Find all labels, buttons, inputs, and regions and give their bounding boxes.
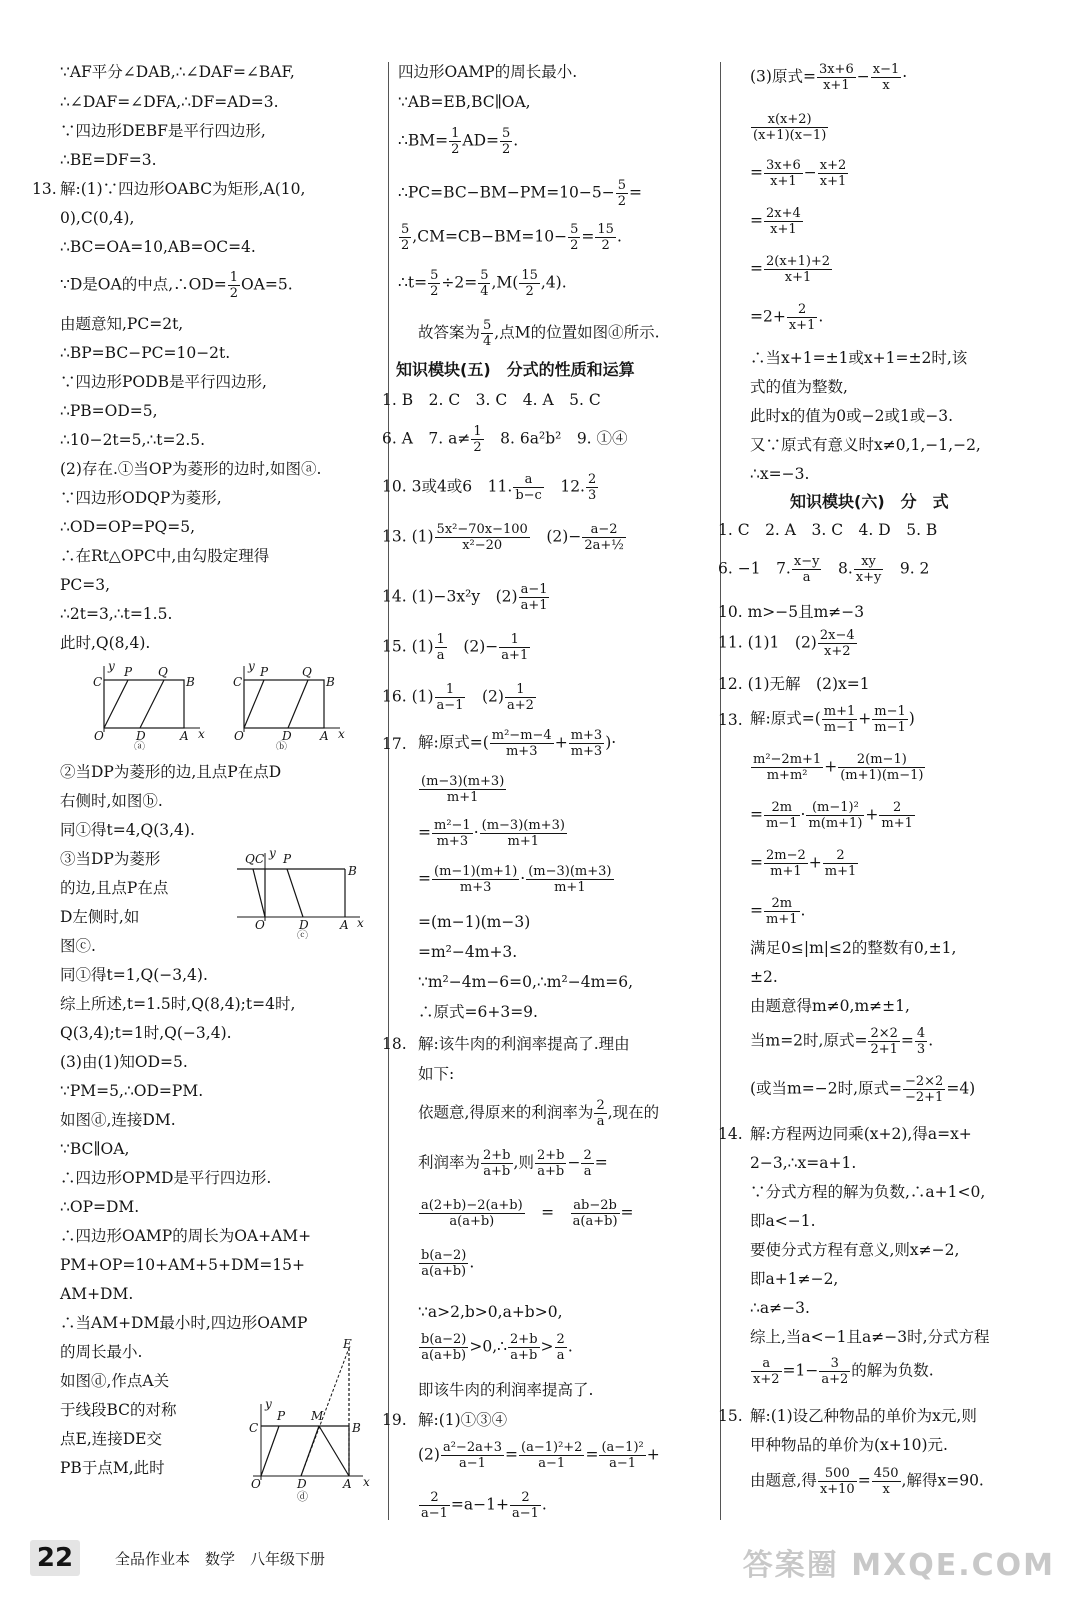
text-line: 综上,当a<−1且a≠−3时,分式方程 bbox=[750, 1328, 990, 1346]
text-line: ∴OD=OP=PQ=5, bbox=[60, 518, 196, 536]
svg-text:P: P bbox=[277, 1409, 286, 1423]
math-line: 6. −1 7. $\frac{x-y}{a}$ 8. $\frac{xy}{x+y}$ 9. 2 bbox=[718, 554, 930, 585]
math-line: 由题意,得 $\frac{500}{x+10}$ = $\frac{450}{x}$ ,解得x=90. bbox=[750, 1466, 984, 1497]
fraction: $\frac{5}{2}$ bbox=[502, 126, 511, 157]
fraction: $\frac{1}{2}$ bbox=[229, 270, 239, 301]
svg-text:ⓐ: ⓐ bbox=[134, 740, 145, 750]
math-line: 依题意,得原来的利润率为 $\frac{2}{a}$ ,现在的 bbox=[418, 1098, 660, 1129]
fraction: $\frac{5}{2}$ bbox=[570, 222, 579, 253]
question-number: 15. bbox=[718, 1407, 743, 1425]
fraction: $\frac{1}{2}$ bbox=[473, 424, 482, 455]
fraction: $\frac{2m}{m-1}$ bbox=[766, 800, 798, 831]
text-line: 的周长最小. bbox=[60, 1343, 143, 1361]
text-line: ∴BP=BC−PC=10−2t. bbox=[60, 344, 231, 362]
text-line: 甲种物品的单价为(x+10)元. bbox=[750, 1436, 948, 1454]
svg-text:y: y bbox=[269, 847, 276, 860]
text-line: ∴BC=OA=10,AB=OC=4. bbox=[60, 238, 256, 256]
fraction: $\frac{m-1}{m-1}$ bbox=[874, 704, 906, 735]
svg-text:B: B bbox=[352, 1421, 361, 1435]
text-line: 12. (1)无解 (2)x=1 bbox=[718, 675, 870, 693]
text-line: PB于点M,此时 bbox=[60, 1459, 165, 1477]
svg-text:D: D bbox=[297, 1477, 307, 1491]
fraction: $\frac{3x+6}{x+1}$ bbox=[818, 62, 854, 93]
math-line: 13. (1) $\frac{\text{5x²−70x−100}}{\text{x²−20}}$ (2)− $\frac{a-2}{\text{2a+½}}$ bbox=[382, 522, 624, 553]
text-line: ③当DP为菱形 bbox=[60, 850, 161, 868]
math-line: = $\frac{(m-1)(m+1)}{m+3}$ · $\frac{(m-3)(m+3)}{m+1}$ bbox=[418, 864, 612, 895]
fraction: $\frac{\text{a²−2a+3}}{a-1}$ bbox=[442, 1440, 503, 1471]
svg-text:x: x bbox=[357, 916, 364, 930]
fraction: $\frac{b(a-2)}{a(a+b)}$ bbox=[421, 1248, 467, 1279]
svg-text:A: A bbox=[320, 729, 329, 743]
text-line: 1. C 2. A 3. C 4. D 5. B bbox=[718, 521, 938, 539]
fraction: $\frac{a-2}{\text{2a+½}}$ bbox=[584, 522, 624, 553]
fraction: $\frac{2m}{m+1}$ bbox=[766, 896, 798, 927]
math-line: = $\frac{2(x+1)+2}{x+1}$ bbox=[750, 254, 831, 285]
fraction: $\frac{1}{a}$ bbox=[436, 632, 445, 663]
svg-text:C: C bbox=[249, 1421, 259, 1435]
text-line: 2−3,∴x=a+1. bbox=[750, 1154, 857, 1172]
text-line: ∴x=−3. bbox=[750, 465, 810, 483]
text-line: =m²−4m+3. bbox=[418, 943, 518, 961]
text-line: ∴2t=3,∴t=1.5. bbox=[60, 605, 173, 623]
fraction: $\frac{m+3}{m+3}$ bbox=[570, 728, 603, 759]
fraction: $\frac{2}{a}$ bbox=[596, 1098, 605, 1129]
svg-text:D: D bbox=[282, 729, 292, 743]
text-line: 0),C(0,4), bbox=[60, 209, 135, 227]
text-line: ∵四边形ODQP为菱形, bbox=[60, 489, 222, 507]
text-line: Q(3,4);t=1时,Q(−3,4). bbox=[60, 1024, 232, 1042]
section-heading: 知识模块(六) 分 式 bbox=[790, 492, 949, 511]
text-line: ∴10−2t=5,∴t=2.5. bbox=[60, 431, 206, 449]
fraction: $\frac{(m-3)(m+3)}{m+1}$ bbox=[421, 774, 505, 805]
svg-text:E: E bbox=[343, 1338, 352, 1351]
text-line: 同①得t=4,Q(3,4). bbox=[60, 821, 195, 839]
svg-text:x: x bbox=[363, 1475, 370, 1489]
fraction: $\frac{15}{2}$ bbox=[597, 222, 614, 253]
fraction: $\frac{(m-3)(m+3)}{m+1}$ bbox=[528, 864, 612, 895]
svg-text:B: B bbox=[326, 675, 335, 689]
text-line: 于线段BC的对称 bbox=[60, 1401, 177, 1419]
fraction: $\frac{ab-2b}{a(a+b)}$ bbox=[572, 1198, 618, 1229]
fraction: $\frac{2}{3}$ bbox=[587, 472, 597, 503]
fraction: $\frac{1}{a+2}$ bbox=[506, 682, 534, 713]
fraction: $\frac{(m-3)(m+3)}{m+1}$ bbox=[481, 818, 565, 849]
fraction: $\frac{2}{m+1}$ bbox=[881, 800, 913, 831]
text-line: (2)存在.①当OP为菱形的边时,如图ⓐ. bbox=[60, 460, 322, 478]
text-line: PM+OP=10+AM+5+DM=15+ bbox=[60, 1256, 306, 1274]
math-line: 6. A 7. a≠ $\frac{1}{2}$ 8. 6a²b² 9. ①④ bbox=[382, 424, 628, 455]
text-line: AM+DM. bbox=[60, 1285, 134, 1303]
text-line: (3)由(1)知OD=5. bbox=[60, 1053, 188, 1071]
text-line: ∵四边形PODB是平行四边形, bbox=[60, 373, 267, 391]
svg-text:C: C bbox=[233, 675, 243, 689]
text-line: ②当DP为菱形的边,且点P在点D bbox=[60, 763, 282, 781]
text-line: ∵PM=5,∴OD=PM. bbox=[60, 1082, 204, 1100]
math-line: 15. (1) $\frac{1}{a}$ (2)− $\frac{1}{a+1}$ bbox=[382, 632, 529, 663]
math-line: 10. 3或4或6 11. $\frac{a}{b-c}$ 12. $\frac{2}{3}$ bbox=[382, 472, 597, 503]
math-line: 14. (1)−3x²y (2) $\frac{a-1}{a+1}$ bbox=[382, 582, 548, 613]
text-line: 又∵原式有意义时x≠0,1,−1,−2, bbox=[750, 436, 981, 454]
fraction: $\frac{450}{x}$ bbox=[873, 1466, 899, 1497]
svg-text:P: P bbox=[260, 665, 269, 679]
math-line: 11. (1)1 (2) $\frac{2x-4}{x+2}$ bbox=[718, 628, 855, 659]
text-line: ∴原式=6+3=9. bbox=[418, 1003, 538, 1021]
fraction: $\frac{2m-2}{m+1}$ bbox=[766, 848, 806, 879]
fraction: $\frac{2(x+1)+2}{x+1}$ bbox=[766, 254, 831, 285]
question-number: 18. bbox=[382, 1035, 407, 1053]
text-line: 四边形OAMP的周长最小. bbox=[398, 63, 578, 81]
page-number: 22 bbox=[30, 1540, 80, 1576]
fraction: $\frac{2}{x+1}$ bbox=[788, 302, 816, 333]
fraction: $\frac{(m-1)(m+1)}{m+3}$ bbox=[434, 864, 518, 895]
fraction: $\frac{\text{(a−1)²}}{a-1}$ bbox=[601, 1440, 644, 1471]
question-number: 17. bbox=[382, 735, 407, 753]
svg-text:O: O bbox=[255, 918, 265, 932]
fraction: $\frac{2}{a-1}$ bbox=[512, 1490, 539, 1521]
math-line: 解:原式=( $\frac{m+1}{m-1}$ + $\frac{m-1}{m-1}$ ) bbox=[750, 704, 915, 735]
math-line: = $\frac{2m}{m-1}$ · $\frac{\text{(m−1)²}}{m(m+1)}$ + $\frac{2}{m+1}$ bbox=[750, 800, 913, 831]
fraction: $\frac{\text{m²−2m+1}}{\text{m+m²}}$ bbox=[753, 752, 822, 783]
math-line: (3)原式= $\frac{3x+6}{x+1}$ − $\frac{x-1}{x}$ · bbox=[750, 62, 908, 93]
text-line: ∵四边形DEBF是平行四边形, bbox=[60, 122, 266, 140]
fraction: $\frac{xy}{x+y}$ bbox=[855, 554, 882, 585]
math-line: $\frac{b(a-2)}{a(a+b)}$ >0,∴ $\frac{2+b}{a+b}$ > $\frac{2}{a}$ . bbox=[421, 1332, 573, 1363]
svg-text:A: A bbox=[343, 1477, 352, 1491]
svg-text:A: A bbox=[340, 918, 349, 932]
text-line: ∴当x+1=±1或x+1=±2时,该 bbox=[750, 349, 968, 367]
question-number: 13. bbox=[32, 180, 57, 198]
fraction: $\frac{m+1}{m-1}$ bbox=[823, 704, 856, 735]
text-line: 满足0≤|m|≤2的整数有0,±1, bbox=[750, 939, 957, 957]
text-line: 如图ⓓ,作点A关 bbox=[60, 1372, 170, 1390]
fraction: $\frac{a}{x+2}$ bbox=[753, 1356, 780, 1387]
figure-d bbox=[235, 1338, 375, 1503]
svg-text:B: B bbox=[348, 864, 357, 878]
fraction: $\frac{a(2+b)-2(a+b)}{a(a+b)}$ bbox=[421, 1198, 523, 1229]
fraction: $\frac{\text{m²−m−4}}{m+3}$ bbox=[491, 728, 552, 759]
fraction: $\frac{2}{m+1}$ bbox=[824, 848, 857, 879]
math-line: = $\frac{2x+4}{x+1}$ bbox=[750, 206, 801, 237]
column-divider-2 bbox=[720, 62, 721, 1520]
text-line: ∴OP=DM. bbox=[60, 1198, 140, 1216]
page-footer bbox=[0, 1540, 1075, 1583]
question-number: 19. bbox=[382, 1411, 407, 1429]
text-line: D左侧时,如 bbox=[60, 908, 140, 926]
text-line: 要使分式方程有意义,则x≠−2, bbox=[750, 1241, 960, 1259]
svg-text:y: y bbox=[108, 660, 115, 673]
fraction: $\frac{2+b}{a+b}$ bbox=[483, 1148, 511, 1179]
text-line: =(m−1)(m−3) bbox=[418, 913, 531, 931]
svg-text:x: x bbox=[338, 727, 345, 741]
figure-b bbox=[230, 660, 350, 750]
fraction: $\frac{\text{(a−1)²+2}}{a-1}$ bbox=[521, 1440, 583, 1471]
fraction: $\frac{4}{3}$ bbox=[916, 1026, 926, 1057]
fraction: $\frac{500}{x+10}$ bbox=[819, 1466, 855, 1497]
math-line: ∴PC=BC−BM−PM=10−5− $\frac{5}{2}$ = bbox=[398, 178, 643, 209]
fraction: $\frac{x+2}{x+1}$ bbox=[819, 158, 847, 189]
text-line: 即a<−1. bbox=[750, 1212, 816, 1230]
text-line: ∵AF平分∠DAB,∴∠DAF=∠BAF, bbox=[60, 63, 295, 81]
math-line: 故答案为 $\frac{5}{4}$ ,点M的位置如图ⓓ所示. bbox=[418, 318, 660, 349]
svg-text:y: y bbox=[265, 1397, 272, 1411]
fraction: $\frac{b(a-2)}{a(a+b)}$ bbox=[421, 1332, 467, 1363]
svg-text:ⓓ: ⓓ bbox=[297, 1490, 308, 1503]
fraction: $\frac{a-1}{a+1}$ bbox=[520, 582, 548, 613]
fraction: $\frac{5}{2}$ bbox=[401, 222, 410, 253]
fraction: $\frac{2+b}{a+b}$ bbox=[510, 1332, 538, 1363]
text-line: 解:该牛肉的利润率提高了.理由 bbox=[418, 1035, 630, 1053]
fraction: $\frac{2\times 2}{2+1}$ bbox=[870, 1026, 898, 1057]
svg-text:C: C bbox=[255, 852, 265, 866]
text-line: 此时,Q(8,4). bbox=[60, 634, 151, 652]
math-line: 解:原式=( $\frac{\text{m²−m−4}}{m+3}$ + $\frac{m+3}{m+3}$ )· bbox=[418, 728, 617, 759]
svg-text:Q: Q bbox=[158, 665, 168, 679]
text-line: 式的值为整数, bbox=[750, 378, 848, 396]
svg-text:ⓒ: ⓒ bbox=[297, 929, 308, 939]
text-line: PC=3, bbox=[60, 576, 111, 594]
math-line: = $\frac{2m}{m+1}$ . bbox=[750, 896, 806, 927]
fraction: $\frac{\text{5x²−70x−100}}{\text{x²−20}}$ bbox=[436, 522, 528, 553]
column-divider-1 bbox=[388, 62, 389, 1520]
fraction: $\frac{5}{4}$ bbox=[480, 268, 489, 299]
math-line: $\frac{\text{m²−2m+1}}{\text{m+m²}}$ + $\frac{2(m-1)}{(m+1)(m-1)}$ bbox=[753, 752, 924, 783]
text-line: 右侧时,如图ⓑ. bbox=[60, 792, 163, 810]
section-heading: 知识模块(五) 分式的性质和运算 bbox=[396, 360, 635, 379]
svg-text:y: y bbox=[248, 660, 255, 673]
math-line: $\frac{2}{a-1}$ =a−1+ $\frac{2}{a-1}$ . bbox=[421, 1490, 547, 1521]
fraction: $\frac{1}{a-1}$ bbox=[436, 682, 464, 713]
figure-c bbox=[235, 847, 370, 939]
math-line: = $\frac{\text{m²−1}}{m+3}$ · $\frac{(m-3)(m+3)}{m+1}$ bbox=[418, 818, 565, 849]
fraction: $\frac{2x-4}{x+2}$ bbox=[819, 628, 855, 659]
text-line: ∴∠DAF=∠DFA,∴DF=AD=3. bbox=[60, 93, 279, 111]
math-line: = $\frac{3x+6}{x+1}$ − $\frac{x+2}{x+1}$ bbox=[750, 158, 847, 189]
math-line: $\frac{5}{2}$ ,CM=CB−BM=10− $\frac{5}{2}$ = $\frac{15}{2}$ . bbox=[401, 222, 622, 253]
fraction: $\frac{-2\times 2}{-2+1}$ bbox=[905, 1074, 944, 1105]
text-line: ∵m²−4m−6=0,∴m²−4m=6, bbox=[418, 973, 634, 991]
fraction: $\frac{\text{m²−1}}{m+3}$ bbox=[434, 818, 471, 849]
fraction: $\frac{5}{2}$ bbox=[617, 178, 627, 209]
book-title: 全品作业本 数学 八年级下册 bbox=[115, 1550, 326, 1568]
text-line: 解:(1)∵四边形OABC为矩形,A(10, bbox=[60, 180, 306, 198]
svg-text:O: O bbox=[234, 729, 244, 743]
fraction: $\frac{2}{a}$ bbox=[556, 1332, 565, 1363]
text-line: ∴四边形OAMP的周长为OA+AM+ bbox=[60, 1227, 312, 1245]
fraction: $\frac{5}{4}$ bbox=[483, 318, 492, 349]
text-line: 的边,且点P在点 bbox=[60, 879, 169, 897]
text-line: ∴四边形OPMD是平行四边形. bbox=[60, 1169, 272, 1187]
figure-a bbox=[90, 660, 210, 750]
text-line: 10. m>−5且m≠−3 bbox=[718, 603, 865, 621]
fraction: $\frac{a}{b-c}$ bbox=[515, 472, 542, 503]
fraction: $\frac{1}{2}$ bbox=[451, 126, 460, 157]
fraction: $\frac{x(x+2)}{(x+1)(x-1)}$ bbox=[753, 112, 827, 143]
svg-text:M: M bbox=[311, 1409, 324, 1423]
fraction: $\frac{x-1}{x}$ bbox=[872, 62, 900, 93]
fraction: $\frac{1}{a+1}$ bbox=[501, 632, 529, 663]
svg-text:A: A bbox=[180, 729, 189, 743]
text-line: 由题意得m≠0,m≠±1, bbox=[750, 997, 910, 1015]
text-line: ∴当AM+DM最小时,四边形OAMP bbox=[60, 1314, 308, 1332]
svg-text:O: O bbox=[94, 729, 104, 743]
svg-text:Q: Q bbox=[245, 852, 255, 866]
math-line: (或当m=−2时,原式= $\frac{-2\times 2}{-2+1}$ =4) bbox=[750, 1074, 976, 1105]
text-line: ∵a>2,b>0,a+b>0, bbox=[418, 1303, 563, 1321]
fraction: $\frac{2}{a-1}$ bbox=[421, 1490, 448, 1521]
math-line: = $\frac{2m-2}{m+1}$ + $\frac{2}{m+1}$ bbox=[750, 848, 857, 879]
fraction: $\frac{2}{a}$ bbox=[583, 1148, 592, 1179]
text-line: ∴在Rt△OPC中,由勾股定理得 bbox=[60, 547, 270, 565]
math-line: $\frac{a}{x+2}$ =1− $\frac{3}{a+2}$ 的解为负数. bbox=[753, 1356, 934, 1387]
svg-text:ⓑ: ⓑ bbox=[276, 740, 287, 750]
text-line: 图ⓒ. bbox=[60, 937, 96, 955]
fraction: $\frac{\text{(m−1)²}}{m(m+1)}$ bbox=[808, 800, 863, 831]
svg-text:C: C bbox=[93, 675, 103, 689]
svg-text:B: B bbox=[186, 675, 195, 689]
math-line bbox=[418, 774, 507, 805]
text-line: ∵BC∥OA, bbox=[60, 1140, 130, 1158]
text-line: 综上所述,t=1.5时,Q(8,4);t=4时, bbox=[60, 995, 296, 1013]
svg-text:P: P bbox=[124, 665, 133, 679]
text-line: 1. B 2. C 3. C 4. A 5. C bbox=[382, 391, 601, 409]
math-line: ∴BM= $\frac{1}{2}$ AD= $\frac{5}{2}$ . bbox=[398, 126, 519, 157]
svg-text:P: P bbox=[283, 852, 292, 866]
fraction: $\frac{3}{a+2}$ bbox=[821, 1356, 849, 1387]
text-line: 解:方程两边同乘(x+2),得a=x+ bbox=[750, 1125, 972, 1143]
math-line bbox=[750, 112, 829, 143]
svg-text:x: x bbox=[198, 727, 205, 741]
fraction: $\frac{2(m-1)}{(m+1)(m-1)}$ bbox=[840, 752, 924, 783]
math-line: 16. (1) $\frac{1}{a-1}$ (2) $\frac{1}{a+2}$ bbox=[382, 682, 534, 713]
math-line: (2) $\frac{\text{a²−2a+3}}{a-1}$ = $\frac{\text{(a−1)²+2}}{a-1}$ = $\frac{\text{(a−1)²}}{a-1}$ + bbox=[418, 1440, 660, 1471]
math-line: 利润率为 $\frac{2+b}{a+b}$ ,则 $\frac{2+b}{a+b}$ − $\frac{2}{a}$ = bbox=[418, 1148, 608, 1179]
fraction: $\frac{5}{2}$ bbox=[430, 268, 439, 299]
text-line: 解:(1)设乙种物品的单价为x元,则 bbox=[750, 1407, 977, 1425]
text-line: 点E,连接DE交 bbox=[60, 1430, 162, 1448]
text-line: ∴BE=DF=3. bbox=[60, 151, 157, 169]
math-line: $\frac{a(2+b)-2(a+b)}{a(a+b)}$ = $\frac{ab-2b}{a(a+b)}$ = bbox=[421, 1198, 634, 1229]
text-line: 如下: bbox=[418, 1065, 455, 1083]
fraction: $\frac{2x+4}{x+1}$ bbox=[766, 206, 801, 237]
fraction: $\frac{15}{2}$ bbox=[521, 268, 538, 299]
svg-text:D: D bbox=[299, 918, 309, 932]
text-line: ∵分式方程的解为负数,∴a+1<0, bbox=[750, 1183, 986, 1201]
text-line: 即该牛肉的利润率提高了. bbox=[418, 1381, 594, 1399]
question-number: 14. bbox=[718, 1125, 743, 1143]
text-line: 即a+1≠−2, bbox=[750, 1270, 839, 1288]
text-line: ∴a≠−3. bbox=[750, 1299, 810, 1317]
svg-text:D: D bbox=[136, 729, 146, 743]
text-line: 解:(1)①③④ bbox=[418, 1411, 508, 1429]
fraction: $\frac{2+b}{a+b}$ bbox=[536, 1148, 565, 1179]
text-line: ∵AB=EB,BC∥OA, bbox=[398, 93, 531, 111]
svg-text:O: O bbox=[251, 1477, 261, 1491]
math-line: ∴t= $\frac{5}{2}$ ÷2= $\frac{5}{4}$ ,M( $\frac{15}{2}$ ,4). bbox=[398, 268, 567, 299]
text-line: 此时x的值为0或−2或1或−3. bbox=[750, 407, 954, 425]
text-line: ∴PB=OD=5, bbox=[60, 402, 158, 420]
watermark: 答案圈 MXQE.COM bbox=[742, 1548, 1055, 1583]
text-line: ±2. bbox=[750, 968, 778, 986]
fraction: $\frac{x-y}{a}$ bbox=[793, 554, 820, 585]
math-line: ∵D是OA的中点,∴OD= $\frac{1}{2}$ OA=5. bbox=[60, 270, 293, 301]
text-line: 由题意知,PC=2t, bbox=[60, 315, 184, 333]
text-line: 如图ⓓ,连接DM. bbox=[60, 1111, 176, 1129]
fraction: $\frac{3x+6}{x+1}$ bbox=[766, 158, 801, 189]
math-line: =2+ $\frac{2}{x+1}$ . bbox=[750, 302, 824, 333]
svg-text:Q: Q bbox=[302, 665, 312, 679]
question-number: 13. bbox=[718, 711, 743, 729]
math-line: 当m=2时,原式= $\frac{2\times 2}{2+1}$ = $\frac{4}{3}$ . bbox=[750, 1026, 934, 1057]
math-line: $\frac{b(a-2)}{a(a+b)}$ . bbox=[421, 1248, 475, 1279]
text-line: 同①得t=1,Q(−3,4). bbox=[60, 966, 208, 984]
